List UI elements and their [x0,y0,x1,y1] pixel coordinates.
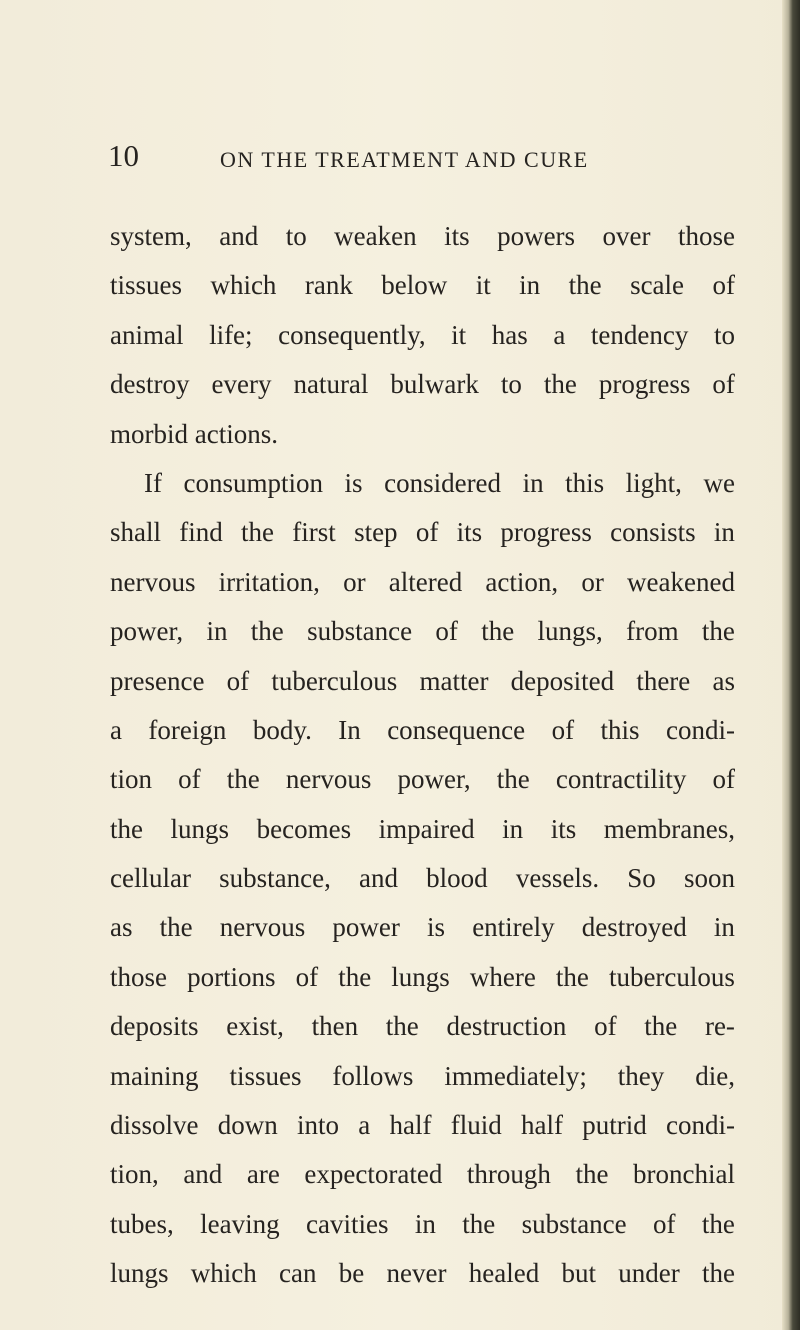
text-line: cellular substance, and blood vessels. So soon [110,863,735,894]
text-line: If consumption is considered in this light, we [144,467,735,498]
page-binding-edge [782,0,800,1330]
text-line: lungs which can be never healed but under the [110,1258,735,1289]
text-line: maining tissues follows immediately; they die, [110,1060,735,1091]
text-line: dissolve down into a half fluid half putrid condi- [110,1110,735,1141]
text-line: destroy every natural bulwark to the progress of [110,369,735,400]
text-line: a foreign body. In consequence of this condi- [110,714,735,745]
running-head-title: ON THE TREATMENT AND CURE [220,147,589,172]
text-line: power, in the substance of the lungs, from the [110,616,735,647]
text-line: tion, and are expectorated through the bronchial [110,1159,735,1190]
text-line: deposits exist, then the destruction of the re- [110,1011,735,1042]
running-head [108,140,748,180]
text-line: tissues which rank below it in the scale of [110,270,735,301]
text-line: animal life; consequently, it has a tendency to [110,319,735,350]
text-line: the lungs becomes impaired in its membranes, [110,813,735,844]
text-line: presence of tuberculous matter deposited there as [110,665,735,696]
text-line: nervous irritation, or altered action, or weakened [110,566,735,597]
text-line: shall find the first step of its progress consists in [110,517,735,548]
text-line: tion of the nervous power, the contractility of [110,764,735,795]
text-line: morbid actions. [110,418,278,449]
text-line: tubes, leaving cavities in the substance of the [110,1208,735,1239]
text-line: system, and to weaken its powers over those [110,221,735,251]
text-line: as the nervous power is entirely destroyed in [110,912,735,943]
text-line: those portions of the lungs where the tuberculous [110,961,735,992]
body-text [110,212,735,1299]
page-number: 10 [108,138,139,173]
